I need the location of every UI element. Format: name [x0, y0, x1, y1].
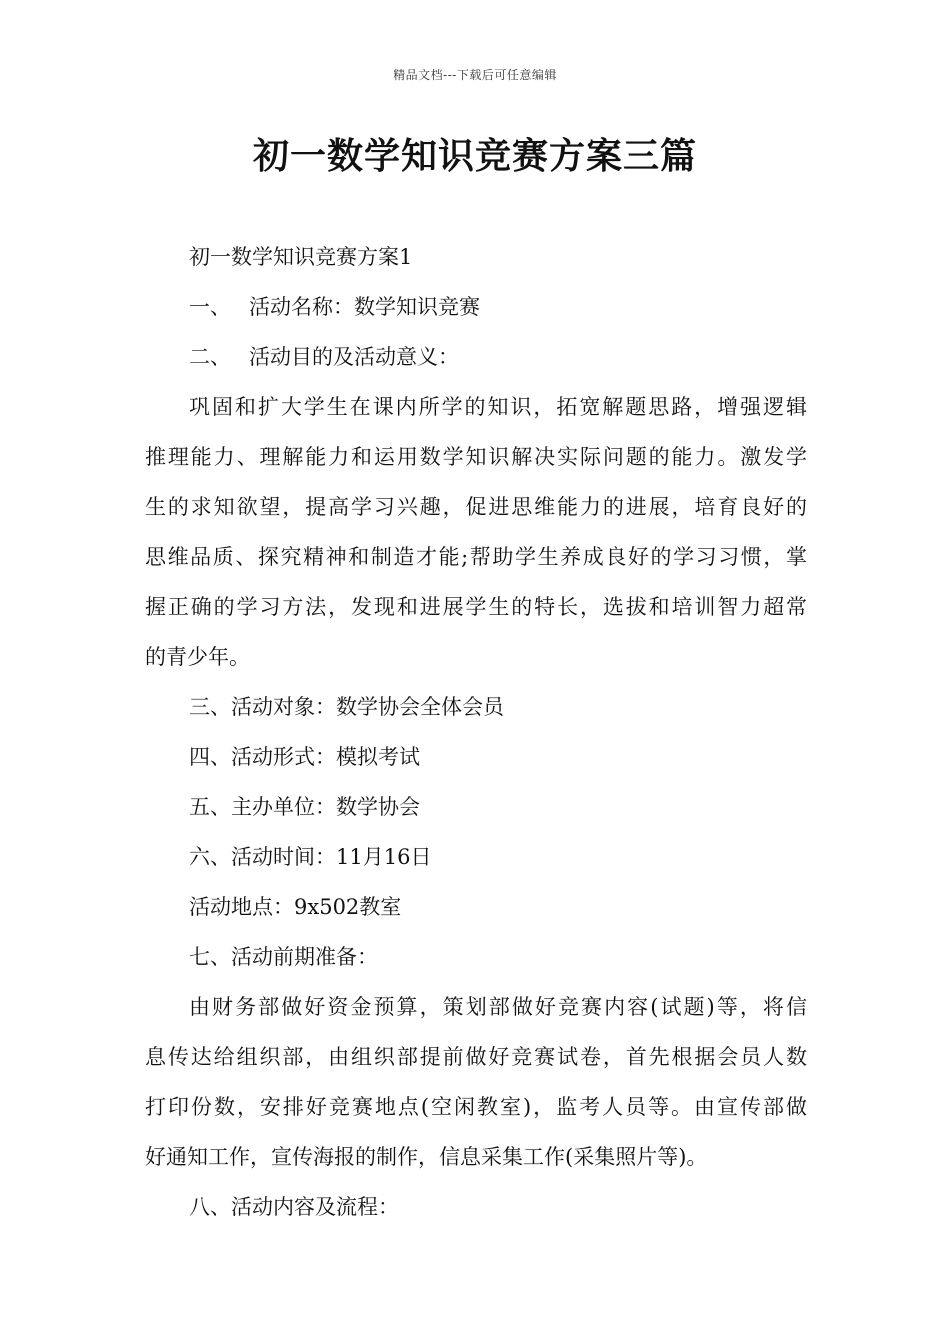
- page-header: 精品文档---下载后可任意编辑: [393, 68, 557, 82]
- section-content-heading: 八、活动内容及流程：: [189, 1195, 399, 1219]
- purpose-line-5: 握正确的学习方法，发现和进展学生的特长，选拔和培训智力超常: [145, 595, 807, 619]
- section-text: 活动目的及活动意义：: [249, 345, 459, 369]
- prep-line-2: 息传达给组织部，由组织部提前做好竞赛试卷，首先根据会员人数: [145, 1045, 807, 1069]
- section-purpose-heading: [145, 332, 807, 382]
- plan-subtitle: 初一数学知识竞赛方案1: [189, 245, 413, 269]
- document-title: 初一数学知识竞赛方案三篇: [252, 136, 697, 177]
- document-body: [145, 232, 807, 1232]
- section-text: 活动名称：数学知识竞赛: [249, 295, 480, 319]
- prep-line-3: 打印份数，安排好竞赛地点(空闲教室)，监考人员等。由宣传部做: [145, 1095, 807, 1119]
- section-time: 六、活动时间：11月16日: [189, 845, 432, 869]
- section-number: 二、: [189, 345, 231, 369]
- section-preparation-heading: 七、活动前期准备：: [189, 945, 378, 969]
- purpose-line-4: 思维品质、探究精神和制造才能;帮助学生养成良好的学习习惯，掌: [145, 545, 807, 569]
- purpose-line-2: 推理能力、理解能力和运用数学知识解决实际问题的能力。激发学: [145, 445, 807, 469]
- activity-location: 活动地点：9x502教室: [189, 895, 402, 919]
- section-activity-name: [145, 282, 807, 332]
- section-format: 四、活动形式：模拟考试: [189, 745, 420, 769]
- purpose-line-1: 巩固和扩大学生在课内所学的知识，拓宽解题思路，增强逻辑: [189, 395, 807, 419]
- section-target: 三、活动对象：数学协会全体会员: [189, 695, 504, 719]
- prep-line-1: 由财务部做好资金预算，策划部做好竞赛内容(试题)等，将信: [189, 995, 807, 1019]
- purpose-line-3: 生的求知欲望，提高学习兴趣，促进思维能力的进展，培育良好的: [145, 495, 807, 519]
- purpose-line-6: 的青少年。: [145, 645, 250, 669]
- section-number: 一、: [189, 295, 231, 319]
- section-organizer: 五、主办单位：数学协会: [189, 795, 420, 819]
- prep-line-4: 好通知工作，宣传海报的制作，信息采集工作(采集照片等)。: [145, 1145, 708, 1169]
